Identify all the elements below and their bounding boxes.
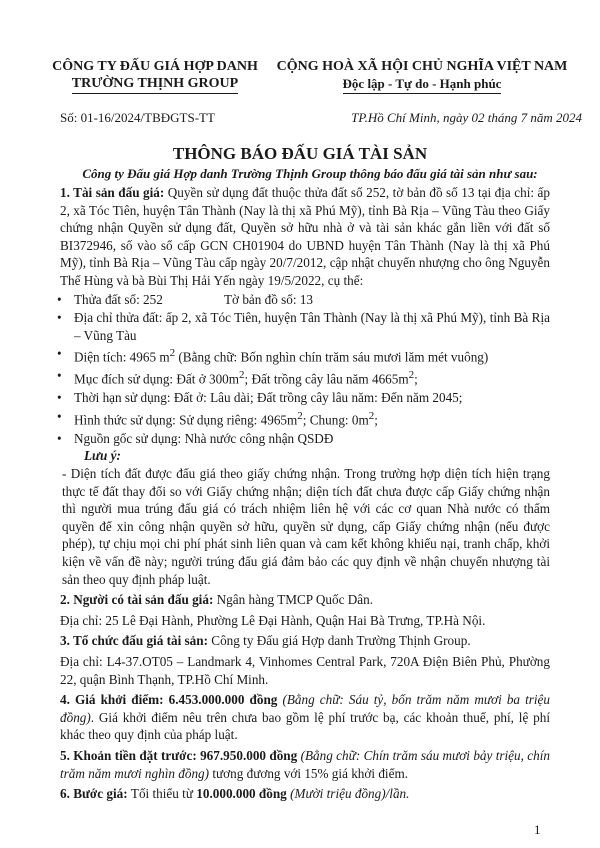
purpose-b: ; Đất trồng cây lâu năm 4665m <box>244 371 409 387</box>
map-sheet-number: Tờ bản đồ số: 13 <box>224 291 314 307</box>
form-sup2: 2 <box>368 409 375 422</box>
starting-price: 6.453.000.000 đồng <box>168 692 278 708</box>
purpose-sup1: 2 <box>239 369 245 382</box>
national-header <box>262 58 582 94</box>
area-prefix: Diện tích: 4965 m <box>74 349 170 365</box>
section-2-address: Địa chỉ: 25 Lê Đại Hành, Phường Lê Đại Hành, Quận Hai Bà Trưng, TP.Hà Nội. <box>60 612 486 628</box>
section-2-label: 2. Người có tài sản đấu giá: <box>60 592 214 608</box>
section-2 <box>60 591 550 609</box>
bullet-dot-icon: • <box>57 291 62 307</box>
section-3-label: 3. Tổ chức đấu giá tài sản: <box>60 633 208 649</box>
document-number: Số: 01-16/2024/TBĐGTS-TT <box>60 110 215 125</box>
bullet-dot-icon: • <box>57 368 62 384</box>
section-6-prefix: Tối thiểu từ <box>130 786 197 802</box>
bullet-purpose <box>57 367 550 388</box>
section-1 <box>60 184 550 290</box>
bid-step-words: (Mười triệu đồng) <box>286 786 386 802</box>
document-title: THÔNG BÁO ĐẤU GIÁ TÀI SẢN <box>172 144 428 163</box>
section-3-text: Công ty Đấu giá Hợp danh Trường Thịnh Group. <box>208 633 471 649</box>
section-4 <box>60 691 550 744</box>
nation-title: CỘNG HOÀ XÃ HỘI CHỦ NGHĨA VIỆT NAM <box>276 59 568 74</box>
bullet-area <box>57 345 550 366</box>
deposit-words: (Bằng chữ: Chín trăm sáu mươi bảy triệu, chín trăm năm mươi nghìn đồng) <box>60 747 550 781</box>
bullet-origin <box>57 430 550 448</box>
document-body <box>57 184 550 803</box>
starting-price-words: (Bằng chữ: Sáu tỷ, bốn trăm năm mươi ba triệu đồng) <box>60 692 550 725</box>
section-6 <box>60 785 550 803</box>
section-5-rest: tương đương với 15% giá khởi điểm. <box>209 765 409 781</box>
purpose-a: Mục đích sử dụng: Đất ở 300m <box>74 371 240 387</box>
place-date: TP.Hồ Chí Minh, ngày 02 tháng 7 năm 2024 <box>351 110 582 125</box>
form-c: ; <box>374 412 378 428</box>
bullet-form <box>57 408 550 429</box>
section-5 <box>60 747 550 782</box>
section-1-text: Quyền sử dụng đất thuộc thửa đất số 252, tờ bản đồ số 13 tại địa chỉ: ấp 2, xã Tóc Tiên, huyện Tân Thành (Nay là thị xã Phú Mỹ), tỉnh Bà Rịa – Vũng Tàu theo Giấy chứng nhận Quyền sử dụng đất, Quyền sở hữu nhà ở và tài sản khác gắn liền với đất số BI372946, số vào sổ cấp GCN CH01904 do UBND huyện Tân Thành (Nay là thị xã Phú Mỹ), tỉnh Bà Rịa – Vũng Tàu cấp ngày 20/7/2012, cập nhật chuyển nhượng cho ông Nguyễn Thế Hùng và bà Bùi Thị Hải Yến ngày 19/5/2022, cụ thể: <box>60 185 550 288</box>
company-header <box>40 58 270 94</box>
bullet-term <box>57 389 550 407</box>
bid-step-amount: 10.000.000 đồng <box>196 786 287 802</box>
section-1-label: 1. Tài sản đấu giá: <box>60 185 165 200</box>
parcel-address: Địa chỉ thửa đất: ấp 2, xã Tóc Tiên, huyện Tân Thành (Nay là thị xã Phú Mỹ), tỉnh Bà Rịa – Vũng Tàu <box>74 310 550 343</box>
form-b: ; Chung: 0m <box>302 412 369 428</box>
bullet-dot-icon: • <box>57 310 62 326</box>
parcel-number: Thửa đất số: 252 <box>74 291 163 307</box>
section-6-label: 6. Bước giá: <box>60 786 131 802</box>
bullet-dot-icon: • <box>57 430 62 446</box>
page-number: 1 <box>534 822 541 837</box>
area-sup: 2 <box>169 347 176 360</box>
section-2-text: Ngân hàng TMCP Quốc Dân. <box>213 592 374 608</box>
nation-motto: Độc lập - Tự do - Hạnh phúc <box>343 75 502 94</box>
usage-term: Thời hạn sử dụng: Đất ở: Lâu dài; Đất trồng cây lâu năm: Đến năm 2045; <box>74 390 463 406</box>
section-4-rest: . Giá khởi điểm nêu trên chưa bao gồm lệ phí trước bạ, các khoản thuế, phí, lệ phí khác theo quy định của pháp luật. <box>60 709 550 743</box>
area-suffix: (Bằng chữ: Bốn nghìn chín trăm sáu mươi lăm mét vuông) <box>175 349 489 365</box>
bullet-dot-icon: • <box>57 346 62 362</box>
deposit-amount: 967.950.000 đồng <box>200 747 298 763</box>
purpose-sup2: 2 <box>408 369 415 382</box>
section-3-address: Địa chỉ: L4-37.OT05 – Landmark 4, Vinhomes Central Park, 720A Điện Biên Phủ, Phường 22, quận Bình Thạnh, TP.Hồ Chí Minh. <box>60 654 550 687</box>
bullet-dot-icon: • <box>57 408 62 424</box>
note-label: Lưu ý: <box>84 448 121 464</box>
bullet-address <box>57 309 550 344</box>
section-3 <box>60 632 550 650</box>
form-a: Hình thức sử dụng: Sử dụng riêng: 4965m <box>74 412 298 428</box>
company-name-line1: CÔNG TY ĐẤU GIÁ HỢP DANH <box>52 59 258 74</box>
intro-line: Công ty Đấu giá Hợp danh Trường Thịnh Group thông báo đấu giá tài sản như sau: <box>82 166 538 181</box>
bullet-parcel <box>57 291 550 309</box>
form-sup1: 2 <box>297 409 303 422</box>
company-name-line2: TRƯỜNG THỊNH GROUP <box>72 75 238 94</box>
bid-step-suffix: /lần. <box>385 786 410 802</box>
section-4-label: 4. Giá khởi điểm: <box>60 692 169 708</box>
usage-origin: Nguồn gốc sử dụng: Nhà nước công nhận QSDĐ <box>74 430 334 446</box>
purpose-c: ; <box>414 371 418 387</box>
note-text: - Diện tích đất được đấu giá theo giấy chứng nhận. Trong trường hợp diện tích hiện trạng thực tế đất thay đổi so với Giấy chứng nhận; diện tích đất chưa được cấp Giấy chứng nhận thì người mua trúng đấu giá có trách nhiệm liên hệ với các cơ quan Nhà nước có thẩm quyền để xin công nhận quyền sở hữu, quyền sử dụng, cấp Giấy chứng nhận (nếu được phép), tự chịu mọi chi phí phát sinh liên quan và cam kết không khiếu nại, tranh chấp, khởi kiện về vấn đề này; người trúng đấu giá đảm bảo các quy định về nhận chuyển nhượng tài sản theo quy định pháp luật. <box>62 466 550 587</box>
section-5-label: 5. Khoản tiền đặt trước: <box>60 747 201 763</box>
bullet-dot-icon: • <box>57 390 62 406</box>
